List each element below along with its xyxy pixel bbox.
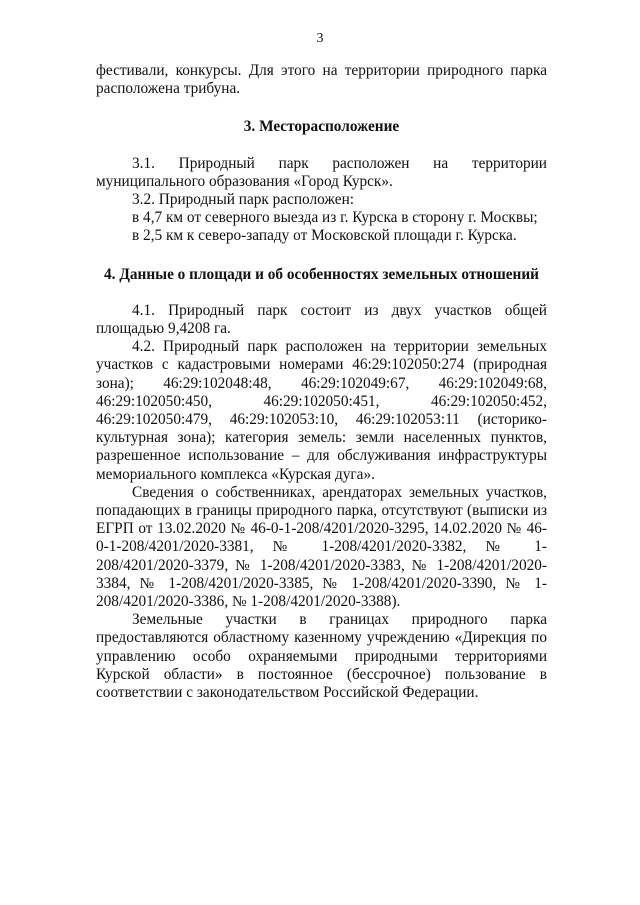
- section-3-title: 3. Месторасположение: [243, 118, 400, 136]
- page-number: 3: [316, 31, 324, 46]
- section-4-paragraph-4: Земельные участки в границах природного парка предоставляются областному казенному учреждению «Дирекция по управлению особо охраняемыми природными территориями Курской области» в постоянное (бессрочное) пользование в соответствии с законодательством Российской Федерации.: [96, 611, 547, 702]
- intro-paragraph: фестивали, конкурсы. Для этого на территории природного парка расположена трибуна.: [96, 62, 547, 98]
- section-4-paragraph-2: 4.2. Природный парк расположен на территории земельных участков с кадастровыми номерами 46:29:102050:274 (природная зона); 46:29:102048:48, 46:29:102049:67, 46:29:102049:68, 46:29:102050:450, 46:29:102050:451, 46:29:102050:452, 46:29:102050:479, 46:29:102053:10, 46:29:102053:11 (историко-культурная зона); категория земель: земли населенных пунктов, разрешенное использование – для обслуживания инфраструктуры мемориального комплекса «Курская дуга».: [96, 338, 547, 483]
- document-body: [96, 62, 547, 702]
- section-3-paragraph-4: в 2,5 км к северо-западу от Московской площади г. Курска.: [132, 227, 517, 245]
- section-3-paragraph-1: 3.1. Природный парк расположен на территории муниципального образования «Город Курск».: [96, 154, 547, 190]
- section-4-title: 4. Данные о площади и об особенностях земельных отношений: [104, 265, 539, 283]
- section-3-paragraph-3: в 4,7 км от северного выезда из г. Курска в сторону г. Москвы;: [132, 209, 538, 227]
- section-4-paragraph-3: Сведения о собственниках, арендаторах земельных участков, попадающих в границы природного парка, отсутствуют (выписки из ЕГРП от 13.02.2020 № 46-0-1-208/4201/2020-3295, 14.02.2020 № 46-0-1-208/4201/2020-3381, № 1-208/4201/2020-3382, № 1-208/4201/2020-3379, № 1-208/4201/2020-3383, № 1-208/4201/2020-3384, № 1-208/4201/2020-3385, № 1-208/4201/2020-3390, № 1-208/4201/2020-3386, № 1-208/4201/2020-3388).: [96, 483, 547, 611]
- section-4-paragraph-1: 4.1. Природный парк состоит из двух участков общей площадью 9,4208 га.: [96, 301, 547, 338]
- section-3-paragraph-2: 3.2. Природный парк расположен:: [132, 191, 354, 209]
